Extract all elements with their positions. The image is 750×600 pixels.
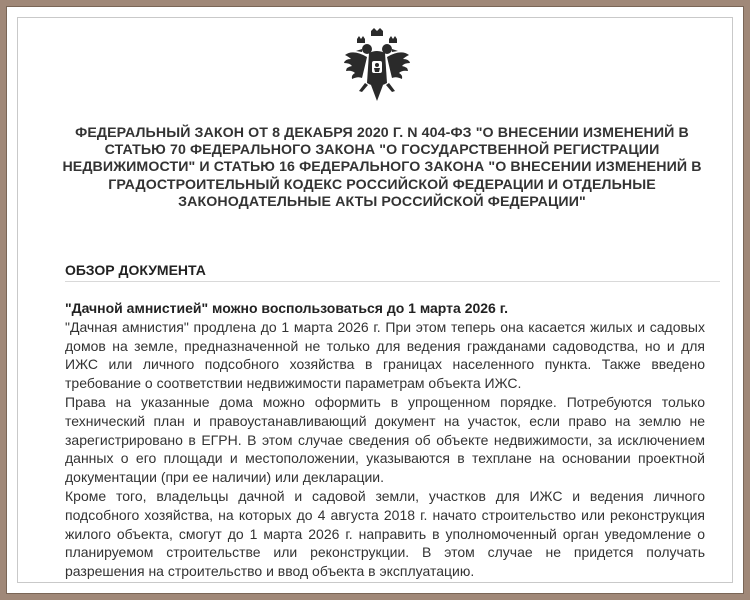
lead-paragraph: "Дачной амнистией" можно воспользоваться до 1 марта 2026 г. (65, 300, 509, 316)
section-divider (65, 281, 720, 282)
document-content (65, 299, 705, 581)
russian-coat-of-arms-icon (343, 27, 411, 107)
document-title: ФЕДЕРАЛЬНЫЙ ЗАКОН ОТ 8 ДЕКАБРЯ 2020 Г. N 404-ФЗ "О ВНЕСЕНИИ ИЗМЕНЕНИЙ В СТАТЬЮ 70 ФЕДЕРАЛЬНОГО ЗАКОНА "О ГОСУДАРСТВЕННОЙ РЕГИСТРАЦИИ НЕДВИЖИМОСТИ" И СТАТЬЮ 16 ФЕДЕРАЛЬНОГО ЗАКОНА "О ВНЕСЕНИИ ИЗМЕНЕНИЙ В ГРАДОСТРОИТЕЛЬНЫЙ КОДЕКС РОССИЙСКОЙ ФЕДЕРАЦИИ И ОТДЕЛЬНЫЕ ЗАКОНОДАТЕЛЬНЫЕ АКТЫ РОССИЙСКОЙ ФЕДЕРАЦИИ" (62, 125, 702, 210)
paragraph-3: Кроме того, владельцы дачной и садовой земли, участков для ИЖС и ведения личного подсобного хозяйства, на которых до 4 августа 2018 г. начато строительство или реконструкция жилого объекта, смогут до 1 марта 2026 г. направить в уполномоченный орган уведомление о планируемом строительстве или реконструкции. В этом случае не придется получать разрешения на строительство и ввод объекта в эксплуатацию. (65, 487, 705, 580)
paragraph-2: Права на указанные дома можно оформить в упрощенном порядке. Потребуются только технический план и правоустанавливающий документ на участок, если право на землю не зарегистрировано в ЕГРН. В этом случае сведения об объекте недвижимости, за исключением данных о его площади и местоположении, указываются в техплане на основании проектной документации (при ее наличии) или декларации. (65, 393, 705, 486)
paragraph-1: "Дачная амнистия" продлена до 1 марта 2026 г. При этом теперь она касается жилых и садовых домов на земле, предназначенной не только для ведения гражданами садоводства, но и для ИЖС или личного подсобного хозяйства в границах населенного пункта. Также введено требование о соответствии недвижимости параметрам объекта ИЖС. (65, 318, 705, 392)
document-frame (6, 6, 744, 594)
section-heading: ОБЗОР ДОКУМЕНТА (65, 262, 206, 278)
